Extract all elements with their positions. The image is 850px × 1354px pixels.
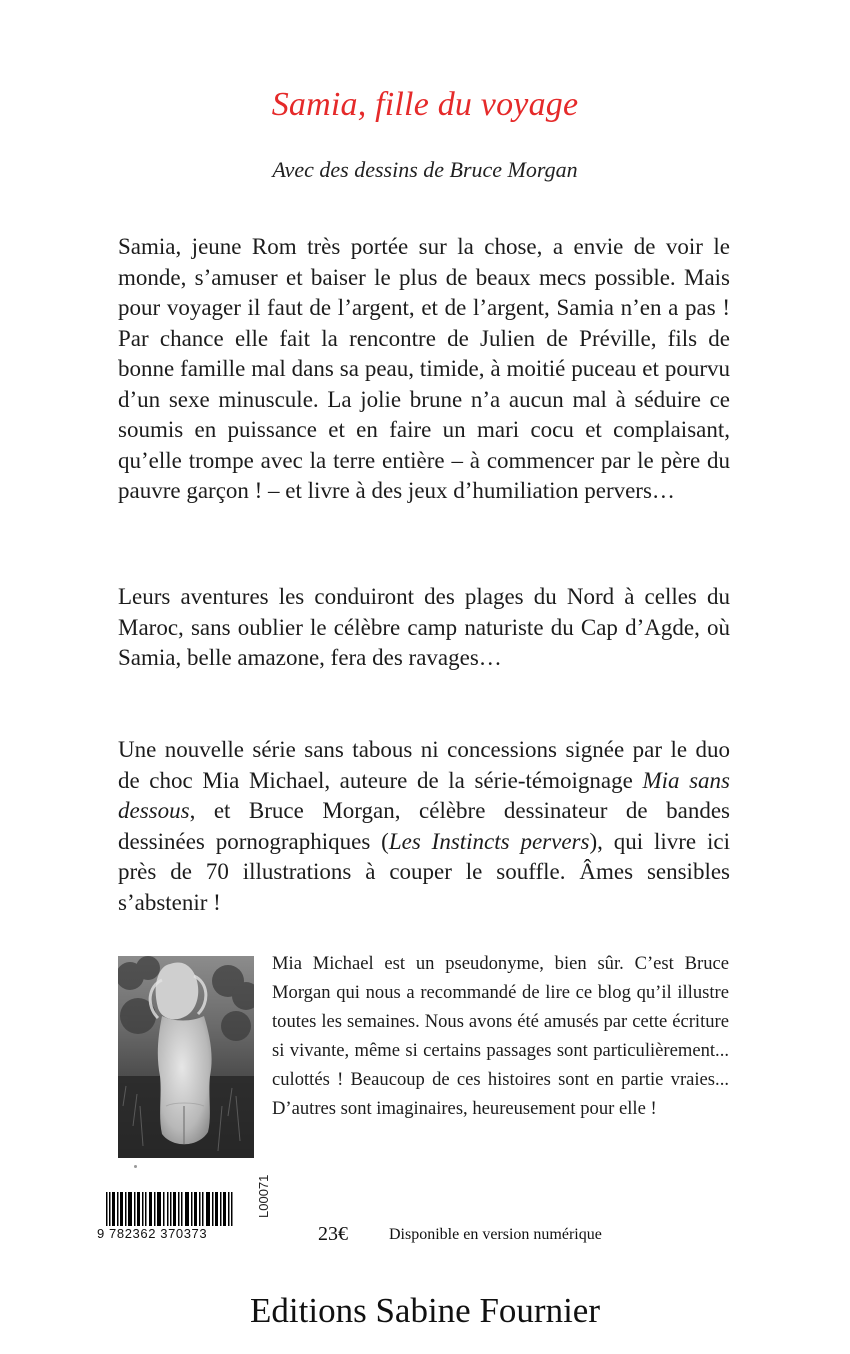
barcode-bars: [100, 1192, 250, 1230]
paragraph-3-text-2: , et Bruce Morgan, célèbre dessinateur de bandes dessinées pornographiques (: [118, 798, 730, 854]
paragraph-3-text-1: Une nouvelle série sans tabous ni concessions signée par le duo de choc Mia Michael, auteure de la série-témoignage: [118, 737, 730, 793]
paragraph-3-text-3: ), qui livre ici près de 70 illustrations à couper le souffle. Âmes sensibles s’abstenir !: [118, 828, 730, 915]
summary-paragraph-1: Samia, jeune Rom très portée sur la chose, a envie de voir le monde, s’amuser et baiser le plus de beaux mecs possible. Mais pour voyager il faut de l’argent, et de l’argent, Samia n’en a pas ! Par chance elle fait la rencontre de Julien de Préville, fils de bonne famille mal dans sa peau, timide, à moitié puceau et pourvu d’un sexe minuscule. La jolie brune n’a aucun mal à séduire ce soumis en puissance et en faire un mari cocu et complaisant, qu’elle trompe avec la terre entière – à commencer par le père du pauvre garçon ! – et livre à des jeux d’humiliation pervers…: [118, 234, 730, 503]
price: 23€: [318, 1223, 348, 1245]
book-title: Samia, fille du voyage: [271, 86, 579, 123]
series-title-italic: Mia sans dessous: [118, 767, 731, 823]
book-subtitle: Avec des dessins de Bruce Morgan: [272, 157, 578, 182]
summary-paragraph-3: [118, 735, 730, 918]
author-note: Mia Michael est un pseudonyme, bien sûr. C’est Bruce Morgan qui nous a recommandé de lire ce blog qu’il illustre toutes les semaines. Nous avons été amusés par cette écriture si vivante, même si certains passages sont particulièrement... culottés ! Beaucoup de ces histoires sont en partie vraies... D’autres sont imaginaires, heureusement pour elle !: [272, 953, 729, 1119]
product-code: L00071: [256, 1174, 271, 1218]
comic-title-italic: Les Instincts pervers: [388, 828, 590, 854]
print-speck: [134, 1165, 137, 1168]
digital-availability: Disponible en version numérique: [389, 1226, 602, 1243]
barcode: [100, 1192, 250, 1254]
author-photo: [118, 956, 254, 1158]
summary-paragraph-2: Leurs aventures les conduiront des plages du Nord à celles du Maroc, sans oublier le célèbre camp naturiste du Cap d’Agde, où Samia, belle amazone, fera des ravages…: [118, 584, 730, 670]
isbn-number: 9 782362 370373: [97, 1226, 257, 1241]
publisher-name: Editions Sabine Fournier: [250, 1291, 600, 1330]
